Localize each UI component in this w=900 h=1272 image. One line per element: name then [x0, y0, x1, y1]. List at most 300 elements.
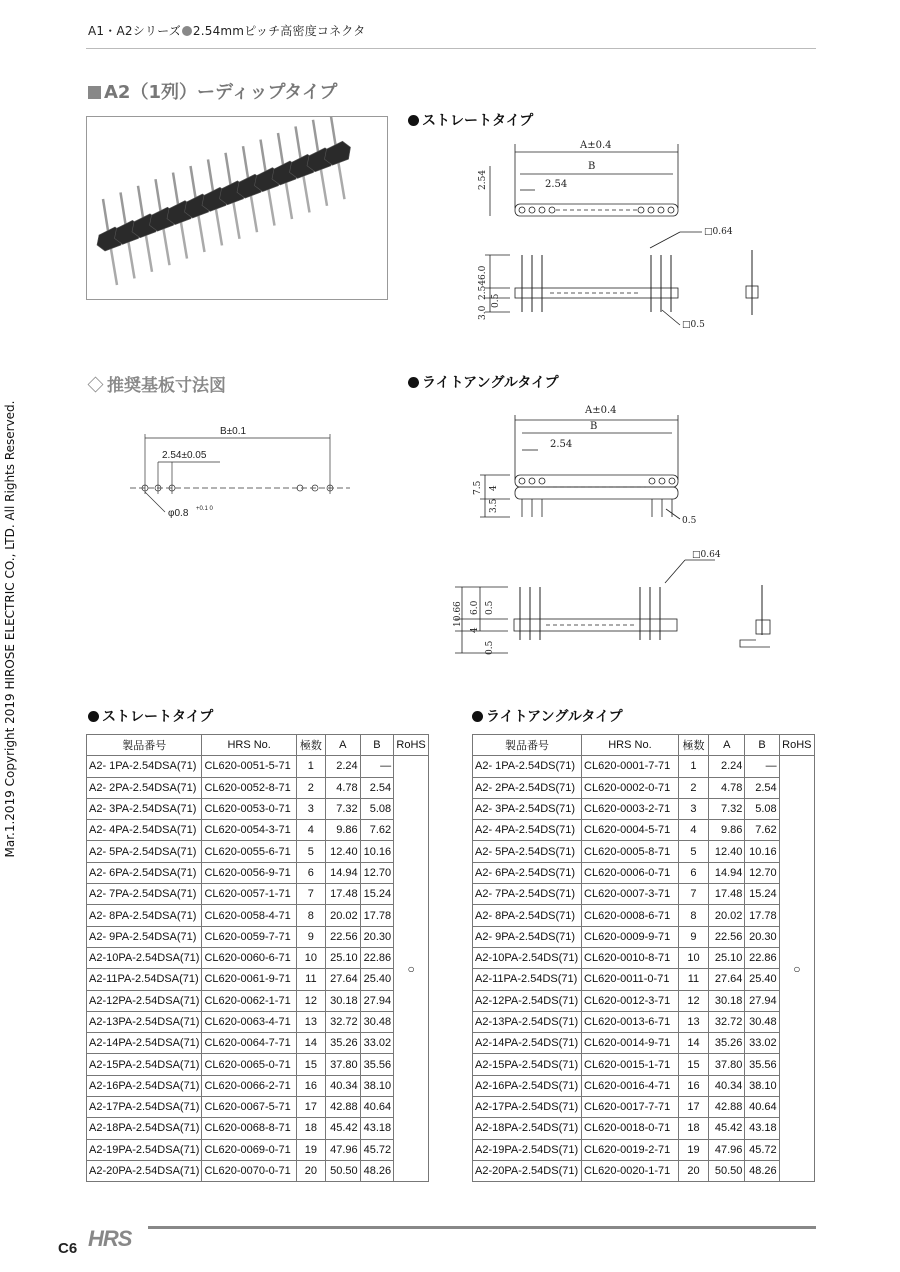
hrs-number-cell: CL620-0002-0-71: [582, 777, 679, 798]
dim-b-cell: 20.30: [360, 926, 394, 947]
dim-b-cell: 27.94: [745, 990, 779, 1011]
table-row: [473, 905, 815, 926]
part-number-cell: A2- 2PA-2.54DS(71): [473, 777, 582, 798]
table-row: [87, 862, 429, 883]
header-series: A1・A2シリーズ: [88, 24, 181, 38]
dim-b-cell: 45.72: [360, 1139, 394, 1160]
right-angle-drawing-label: ライトアングルタイプ: [408, 372, 559, 392]
part-number-cell: A2- 8PA-2.54DSA(71): [87, 905, 202, 926]
positions-cell: 20: [296, 1160, 325, 1181]
dim-a-cell: 25.10: [325, 947, 360, 968]
table-row: [87, 884, 429, 905]
hrs-number-cell: CL620-0057-1-71: [202, 884, 296, 905]
hrs-number-cell: CL620-0061-9-71: [202, 969, 296, 990]
dim-b-cell: 22.86: [745, 947, 779, 968]
part-number-cell: A2- 1PA-2.54DS(71): [473, 756, 582, 777]
bullet-dot-icon: [182, 26, 192, 36]
dim-b-cell: 48.26: [360, 1160, 394, 1181]
dim-a-cell: 50.50: [709, 1160, 745, 1181]
product-photo: [86, 116, 388, 300]
ra-dim-pitch: 2.54: [550, 439, 573, 450]
dim-a-cell: 12.40: [325, 841, 360, 862]
ra-dim-75: 7.5: [473, 480, 483, 495]
dim-pitch-label: 2.54: [545, 179, 568, 190]
ra-dim-60: 6.0: [470, 600, 480, 615]
dim-05-label: □0.5: [682, 320, 705, 330]
dim-a-cell: 25.10: [709, 947, 745, 968]
rohs-cell: [394, 756, 429, 1182]
bullet-icon: [408, 377, 419, 388]
part-number-cell: A2-10PA-2.54DS(71): [473, 947, 582, 968]
part-number-cell: A2- 4PA-2.54DSA(71): [87, 820, 202, 841]
dim-a-cell: 40.34: [325, 1075, 360, 1096]
dim-b-cell: 10.16: [360, 841, 394, 862]
part-number-cell: A2-14PA-2.54DSA(71): [87, 1033, 202, 1054]
table-row: [87, 926, 429, 947]
dim-a-label: A±0.4: [580, 140, 612, 151]
table-row: [87, 1011, 429, 1032]
dim-a-cell: 17.48: [325, 884, 360, 905]
dim-a-cell: 45.42: [709, 1118, 745, 1139]
hrs-number-cell: CL620-0015-1-71: [582, 1054, 679, 1075]
ra-dim-4b: 4: [470, 627, 480, 633]
straight-spec-table: [86, 734, 429, 1182]
part-number-cell: A2-16PA-2.54DS(71): [473, 1075, 582, 1096]
positions-cell: 9: [296, 926, 325, 947]
dim-a-cell: 37.80: [709, 1054, 745, 1075]
dim-a-cell: 27.64: [325, 969, 360, 990]
table-row: [473, 990, 815, 1011]
hrs-number-cell: CL620-0010-8-71: [582, 947, 679, 968]
dim-a-cell: 4.78: [325, 777, 360, 798]
positions-cell: 10: [296, 947, 325, 968]
dim-b-cell: 5.08: [360, 798, 394, 819]
rohs-compliant-mark: ○: [407, 961, 415, 976]
positions-cell: 15: [678, 1054, 708, 1075]
hrs-number-cell: CL620-0062-1-71: [202, 990, 296, 1011]
column-header: 製品番号: [87, 735, 202, 756]
table-row: [473, 1160, 815, 1181]
positions-cell: 11: [678, 969, 708, 990]
column-header: 極数: [296, 735, 325, 756]
positions-cell: 13: [678, 1011, 708, 1032]
table-row: [87, 756, 429, 777]
hrs-number-cell: CL620-0006-0-71: [582, 862, 679, 883]
table-row: [473, 841, 815, 862]
dim-b-cell: 43.18: [745, 1118, 779, 1139]
table-row: [473, 777, 815, 798]
dim-b-cell: 12.70: [745, 862, 779, 883]
dim-30-label: 3.0: [478, 305, 488, 320]
hrs-number-cell: CL620-0052-8-71: [202, 777, 296, 798]
part-number-cell: A2- 5PA-2.54DS(71): [473, 841, 582, 862]
dim-b-cell: 35.56: [745, 1054, 779, 1075]
straight-drawing-label: ストレートタイプ: [408, 110, 533, 130]
hrs-number-cell: CL620-0014-9-71: [582, 1033, 679, 1054]
hrs-logo: HRS: [88, 1226, 132, 1251]
dim-b-cell: 48.26: [745, 1160, 779, 1181]
positions-cell: 1: [678, 756, 708, 777]
dim-a-cell: 7.32: [709, 798, 745, 819]
part-number-cell: A2- 4PA-2.54DS(71): [473, 820, 582, 841]
table-row: [87, 1118, 429, 1139]
bullet-icon: [472, 711, 483, 722]
ra-dim-064: □0.64: [692, 550, 721, 560]
dim-b-cell: 25.40: [360, 969, 394, 990]
table-row: [87, 1097, 429, 1118]
hrs-number-cell: CL620-0001-7-71: [582, 756, 679, 777]
positions-cell: 3: [678, 798, 708, 819]
table-row: [87, 798, 429, 819]
section-title: [88, 78, 337, 104]
dim-b-cell: 40.64: [360, 1097, 394, 1118]
dim-b-cell: 17.78: [360, 905, 394, 926]
table-row: [473, 1118, 815, 1139]
dim-a-cell: 27.64: [709, 969, 745, 990]
dim-064-label: □0.64: [704, 227, 733, 237]
dim-a-cell: 20.02: [709, 905, 745, 926]
table-row: [87, 820, 429, 841]
rohs-cell: [779, 756, 814, 1182]
dim-b-cell: 45.72: [745, 1139, 779, 1160]
dim-a-cell: 14.94: [709, 862, 745, 883]
dim-b-cell: 43.18: [360, 1118, 394, 1139]
dim-b-cell: —: [360, 756, 394, 777]
reco-hole-tol: +0.1 0: [196, 506, 213, 512]
hrs-number-cell: CL620-0065-0-71: [202, 1054, 296, 1075]
part-number-cell: A2- 2PA-2.54DSA(71): [87, 777, 202, 798]
dim-a-cell: 14.94: [325, 862, 360, 883]
column-header: A: [709, 735, 745, 756]
dim-a-cell: 40.34: [709, 1075, 745, 1096]
table-row: [473, 798, 815, 819]
dim-b-cell: 33.02: [360, 1033, 394, 1054]
positions-cell: 15: [296, 1054, 325, 1075]
page-number: C6: [58, 1240, 78, 1257]
part-number-cell: A2- 6PA-2.54DSA(71): [87, 862, 202, 883]
dim-a-cell: 42.88: [325, 1097, 360, 1118]
dim-b-cell: 22.86: [360, 947, 394, 968]
table-row: [87, 1139, 429, 1160]
dim-a-cell: 30.18: [325, 990, 360, 1011]
positions-cell: 18: [678, 1118, 708, 1139]
column-header: HRS No.: [202, 735, 296, 756]
hrs-number-cell: CL620-0055-6-71: [202, 841, 296, 862]
dim-b-cell: 30.48: [360, 1011, 394, 1032]
header-subtitle: 2.54mmピッチ高密度コネクタ: [192, 24, 366, 38]
table-row: [473, 820, 815, 841]
part-number-cell: A2-20PA-2.54DSA(71): [87, 1160, 202, 1181]
table-row: [473, 884, 815, 905]
positions-cell: 14: [296, 1033, 325, 1054]
table-row: [473, 1054, 815, 1075]
hrs-number-cell: CL620-0051-5-71: [202, 756, 296, 777]
table-row: [473, 1075, 815, 1096]
table-row: [473, 1097, 815, 1118]
side-copyright: [0, 0, 26, 1272]
part-number-cell: A2-12PA-2.54DSA(71): [87, 990, 202, 1011]
hrs-number-cell: CL620-0054-3-71: [202, 820, 296, 841]
ra-dim-05b: 0.5: [485, 640, 495, 655]
column-header: B: [745, 735, 779, 756]
ra-dim-b: B: [590, 421, 598, 432]
hrs-number-cell: CL620-0060-6-71: [202, 947, 296, 968]
ra-dim-35: 3.5: [489, 498, 499, 513]
dim-a-cell: 35.26: [709, 1033, 745, 1054]
positions-cell: 2: [678, 777, 708, 798]
dim-a-cell: 17.48: [709, 884, 745, 905]
table-row: [473, 862, 815, 883]
part-number-cell: A2- 5PA-2.54DSA(71): [87, 841, 202, 862]
dim-b-cell: 17.78: [745, 905, 779, 926]
part-number-cell: A2- 8PA-2.54DS(71): [473, 905, 582, 926]
part-number-cell: A2- 7PA-2.54DS(71): [473, 884, 582, 905]
hrs-number-cell: CL620-0011-0-71: [582, 969, 679, 990]
dim-b-label: B: [588, 161, 596, 172]
table-row: [87, 969, 429, 990]
running-header: [88, 22, 365, 39]
ra-dim-05a: 0.5: [485, 600, 495, 615]
table-row: [87, 947, 429, 968]
table-row: [473, 926, 815, 947]
section-title-text: A2（1列）ーディップタイプ: [104, 82, 338, 103]
part-number-cell: A2-16PA-2.54DSA(71): [87, 1075, 202, 1096]
table-row: [87, 1033, 429, 1054]
dim-a-cell: 9.86: [709, 820, 745, 841]
hrs-number-cell: CL620-0012-3-71: [582, 990, 679, 1011]
hrs-number-cell: CL620-0004-5-71: [582, 820, 679, 841]
table-row: [87, 905, 429, 926]
table-header-row: [87, 735, 429, 756]
hrs-number-cell: CL620-0059-7-71: [202, 926, 296, 947]
column-header: HRS No.: [582, 735, 679, 756]
part-number-cell: A2- 9PA-2.54DS(71): [473, 926, 582, 947]
dim-a-cell: 37.80: [325, 1054, 360, 1075]
hrs-number-cell: CL620-0064-7-71: [202, 1033, 296, 1054]
positions-cell: 9: [678, 926, 708, 947]
table-row: [473, 969, 815, 990]
hrs-number-cell: CL620-0017-7-71: [582, 1097, 679, 1118]
positions-cell: 6: [296, 862, 325, 883]
hrs-number-cell: CL620-0053-0-71: [202, 798, 296, 819]
hrs-number-cell: CL620-0066-2-71: [202, 1075, 296, 1096]
positions-cell: 16: [296, 1075, 325, 1096]
reco-pcb-drawing: [120, 420, 360, 530]
dim-b-cell: 15.24: [360, 884, 394, 905]
ra-dim-05: 0.5: [682, 516, 697, 526]
part-number-cell: A2-17PA-2.54DSA(71): [87, 1097, 202, 1118]
part-number-cell: A2- 9PA-2.54DSA(71): [87, 926, 202, 947]
hrs-number-cell: CL620-0013-6-71: [582, 1011, 679, 1032]
dim-b-cell: 38.10: [360, 1075, 394, 1096]
dim-b-cell: 7.62: [360, 820, 394, 841]
dim-a-cell: 7.32: [325, 798, 360, 819]
dim-b-cell: 12.70: [360, 862, 394, 883]
part-number-cell: A2- 7PA-2.54DSA(71): [87, 884, 202, 905]
dim-b-cell: 5.08: [745, 798, 779, 819]
dim-a-cell: 4.78: [709, 777, 745, 798]
straight-table-label: ストレートタイプ: [88, 706, 213, 726]
positions-cell: 20: [678, 1160, 708, 1181]
positions-cell: 10: [678, 947, 708, 968]
part-number-cell: A2-15PA-2.54DSA(71): [87, 1054, 202, 1075]
diamond-bullet-icon: [88, 377, 104, 393]
part-number-cell: A2-11PA-2.54DS(71): [473, 969, 582, 990]
right-angle-drawing: [440, 395, 780, 670]
dim-a-cell: 35.26: [325, 1033, 360, 1054]
ra-dim-1066: 10.66: [453, 601, 463, 627]
column-header: RoHS: [394, 735, 429, 756]
part-number-cell: A2-11PA-2.54DSA(71): [87, 969, 202, 990]
footer-rule: [148, 1226, 816, 1229]
dim-b-cell: 15.24: [745, 884, 779, 905]
dim-a-cell: 45.42: [325, 1118, 360, 1139]
dim-b-cell: 25.40: [745, 969, 779, 990]
square-bullet-icon: [88, 86, 101, 99]
part-number-cell: A2-17PA-2.54DS(71): [473, 1097, 582, 1118]
table-row: [87, 1075, 429, 1096]
hrs-number-cell: CL620-0005-8-71: [582, 841, 679, 862]
dim-b-cell: 40.64: [745, 1097, 779, 1118]
reco-pcb-title: 推奨基板寸法図: [88, 371, 226, 396]
copyright-text: Mar.1.2019 Copyright 2019 HIROSE ELECTRIC CO., LTD. All Rights Reserved.: [3, 400, 17, 858]
hrs-number-cell: CL620-0020-1-71: [582, 1160, 679, 1181]
straight-type-drawing: [470, 130, 770, 345]
positions-cell: 2: [296, 777, 325, 798]
dim-a-cell: 9.86: [325, 820, 360, 841]
reco-hole-label: φ0.8: [168, 508, 189, 519]
positions-cell: 17: [296, 1097, 325, 1118]
bullet-icon: [88, 711, 99, 722]
positions-cell: 19: [296, 1139, 325, 1160]
part-number-cell: A2- 1PA-2.54DSA(71): [87, 756, 202, 777]
part-number-cell: A2-13PA-2.54DSA(71): [87, 1011, 202, 1032]
positions-cell: 8: [296, 905, 325, 926]
hrs-number-cell: CL620-0069-0-71: [202, 1139, 296, 1160]
dim-a-cell: 32.72: [709, 1011, 745, 1032]
dim-b-cell: 30.48: [745, 1011, 779, 1032]
housing-segment: [325, 141, 351, 165]
dim-b-cell: 2.54: [360, 777, 394, 798]
part-number-cell: A2-18PA-2.54DSA(71): [87, 1118, 202, 1139]
dim-a-cell: 20.02: [325, 905, 360, 926]
dim-254b-label: 2.54: [478, 279, 488, 300]
dim-a-cell: 2.24: [325, 756, 360, 777]
positions-cell: 5: [296, 841, 325, 862]
table-header-row: [473, 735, 815, 756]
dim-a-cell: 30.18: [709, 990, 745, 1011]
hrs-number-cell: CL620-0058-4-71: [202, 905, 296, 926]
table-row: [87, 777, 429, 798]
hrs-number-cell: CL620-0067-5-71: [202, 1097, 296, 1118]
dim-a-cell: 42.88: [709, 1097, 745, 1118]
table-row: [87, 1054, 429, 1075]
positions-cell: 16: [678, 1075, 708, 1096]
hrs-number-cell: CL620-0009-9-71: [582, 926, 679, 947]
dim-b-cell: 2.54: [745, 777, 779, 798]
dim-05b-label: 0.5: [491, 293, 501, 308]
dim-a-cell: 32.72: [325, 1011, 360, 1032]
positions-cell: 12: [678, 990, 708, 1011]
part-number-cell: A2-19PA-2.54DSA(71): [87, 1139, 202, 1160]
table-row: [473, 1139, 815, 1160]
hrs-number-cell: CL620-0070-0-71: [202, 1160, 296, 1181]
part-number-cell: A2- 6PA-2.54DS(71): [473, 862, 582, 883]
part-number-cell: A2-12PA-2.54DS(71): [473, 990, 582, 1011]
pin-header-illustration: [87, 117, 387, 299]
dim-b-cell: 38.10: [745, 1075, 779, 1096]
positions-cell: 18: [296, 1118, 325, 1139]
positions-cell: 4: [678, 820, 708, 841]
column-header: 製品番号: [473, 735, 582, 756]
dim-b-cell: 35.56: [360, 1054, 394, 1075]
dim-a-cell: 22.56: [709, 926, 745, 947]
column-header: 極数: [678, 735, 708, 756]
positions-cell: 3: [296, 798, 325, 819]
dim-b-cell: 10.16: [745, 841, 779, 862]
hrs-number-cell: CL620-0016-4-71: [582, 1075, 679, 1096]
right-angle-table-label: ライトアングルタイプ: [472, 706, 623, 726]
column-header: A: [325, 735, 360, 756]
column-header: RoHS: [779, 735, 814, 756]
hrs-number-cell: CL620-0003-2-71: [582, 798, 679, 819]
table-row: [87, 1160, 429, 1181]
part-number-cell: A2-20PA-2.54DS(71): [473, 1160, 582, 1181]
positions-cell: 5: [678, 841, 708, 862]
positions-cell: 17: [678, 1097, 708, 1118]
hrs-number-cell: CL620-0007-3-71: [582, 884, 679, 905]
hrs-number-cell: CL620-0019-2-71: [582, 1139, 679, 1160]
table-row: [473, 947, 815, 968]
dim-a-cell: 22.56: [325, 926, 360, 947]
hrs-number-cell: CL620-0056-9-71: [202, 862, 296, 883]
dim-254-vert: 2.54: [478, 169, 488, 190]
hrs-number-cell: CL620-0008-6-71: [582, 905, 679, 926]
positions-cell: 1: [296, 756, 325, 777]
dim-a-cell: 50.50: [325, 1160, 360, 1181]
positions-cell: 7: [678, 884, 708, 905]
positions-cell: 8: [678, 905, 708, 926]
column-header: B: [360, 735, 394, 756]
dim-b-cell: —: [745, 756, 779, 777]
part-number-cell: A2- 3PA-2.54DS(71): [473, 798, 582, 819]
part-number-cell: A2-15PA-2.54DS(71): [473, 1054, 582, 1075]
positions-cell: 12: [296, 990, 325, 1011]
dim-a-cell: 47.96: [709, 1139, 745, 1160]
table-row: [473, 1033, 815, 1054]
header-rule: [86, 48, 816, 49]
table-row: [87, 841, 429, 862]
positions-cell: 7: [296, 884, 325, 905]
part-number-cell: A2-13PA-2.54DS(71): [473, 1011, 582, 1032]
table-row: [473, 1011, 815, 1032]
hrs-number-cell: CL620-0063-4-71: [202, 1011, 296, 1032]
dim-b-cell: 27.94: [360, 990, 394, 1011]
dim-60-label: 6.0: [478, 265, 488, 280]
table-row: [473, 756, 815, 777]
part-number-cell: A2-14PA-2.54DS(71): [473, 1033, 582, 1054]
reco-b-label: B±0.1: [220, 426, 247, 437]
positions-cell: 13: [296, 1011, 325, 1032]
dim-a-cell: 2.24: [709, 756, 745, 777]
part-number-cell: A2- 3PA-2.54DSA(71): [87, 798, 202, 819]
right-angle-spec-table: [472, 734, 815, 1182]
part-number-cell: A2-19PA-2.54DS(71): [473, 1139, 582, 1160]
dim-a-cell: 47.96: [325, 1139, 360, 1160]
ra-dim-4: 4: [489, 485, 499, 491]
hrs-number-cell: CL620-0068-8-71: [202, 1118, 296, 1139]
table-row: [87, 990, 429, 1011]
